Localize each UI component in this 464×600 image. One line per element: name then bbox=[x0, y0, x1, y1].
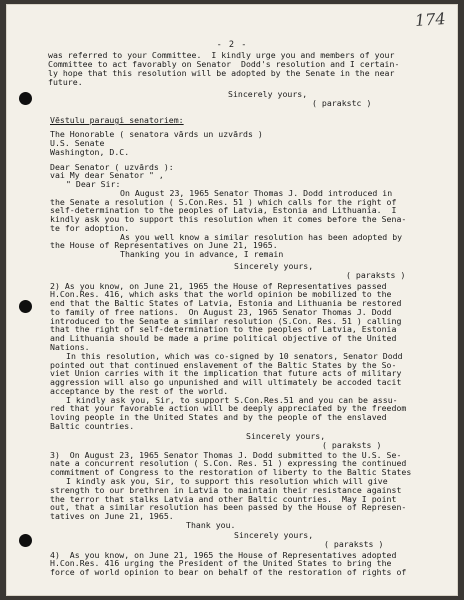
text-line: the House of Representatives on June 21, 1965. bbox=[50, 240, 278, 251]
folio-number: 174 bbox=[414, 8, 447, 31]
closing-line: Sincerely yours, bbox=[228, 88, 308, 99]
text-line: red that your favorable action will be deeply appreciated by the freedom bbox=[50, 403, 407, 414]
text-line: 4) As you know, on June 21, 1965 the House of Representatives adopted bbox=[50, 549, 397, 560]
text-line: to family of free nations. On August 23, 1965 Senator Thomas J. Dodd bbox=[50, 306, 392, 317]
text-line: Thank you. bbox=[186, 519, 236, 530]
text-line: the terror that stalks Latvia and other Baltic countries. May I point bbox=[50, 493, 397, 504]
text-line: Committee to act favorably on Senator Dodd's resolution and I certain- bbox=[48, 59, 400, 70]
text-line: strength to our brethren in Latvia to maintain their resistance against bbox=[50, 484, 402, 495]
text-line: future. bbox=[48, 76, 83, 87]
text-line: nate a concurrent resolution ( S.Con. Res. 51 ) expressing the continued bbox=[50, 458, 407, 469]
text-line: te for adoption. bbox=[50, 222, 130, 233]
text-line: acceptance by the rest of the world. bbox=[50, 385, 229, 396]
text-line: pointed out that continued enslavement of the Baltic States by the So- bbox=[50, 359, 397, 370]
text-line: was referred to your Committee. I kindly urge you and members of your bbox=[48, 50, 395, 61]
address-line: The Honorable ( senatora vārds un uzvārds ) bbox=[50, 129, 263, 140]
salutation-line: Dear Senator ( uzvārds ): bbox=[50, 161, 174, 172]
text-line: 3) On August 23, 1965 Senator Thomas J. Dodd submitted to the U.S. Se- bbox=[50, 449, 402, 460]
text-line: loving people in the United States and by the people of the enslaved bbox=[50, 412, 387, 423]
text-line: I kindly ask you, Sir, to support S.Con.Res.51 and you can be assu- bbox=[66, 394, 398, 405]
text-line: In this resolution, which was co-signed by 10 senators, Senator Dodd bbox=[66, 350, 403, 361]
signature-placeholder: ( paraksts ) bbox=[346, 270, 406, 281]
closing-line: Sincerely yours, bbox=[234, 530, 314, 541]
text-line: end that the Baltic States of Latvia, Estonia and Lithuania be restored bbox=[50, 298, 402, 309]
closing-line: Sincerely yours, bbox=[234, 261, 314, 272]
text-line: viet Union carries with it the implication that future acts of military bbox=[50, 368, 402, 379]
text-line: out, that a similar resolution has been passed by the House of Represen- bbox=[50, 502, 407, 513]
text-line: I kindly ask you, Sir, to support this resolution which will give bbox=[66, 476, 388, 486]
salutation-line: " Dear Sir: bbox=[66, 179, 121, 190]
punch-hole bbox=[19, 534, 32, 547]
text-line: tatives on June 21, 1965. bbox=[50, 511, 174, 522]
text-line: 2) As you know, on June 21, 1965 the House of Representatives passed bbox=[50, 280, 387, 291]
punch-hole bbox=[19, 92, 32, 105]
text-line: H.Con.Res. 416 urging the President of the United States to bring the bbox=[50, 558, 392, 569]
document-page bbox=[6, 4, 458, 596]
text-line: On August 23, 1965 Senator Thomas J. Dodd introduced in bbox=[120, 187, 393, 198]
signature-placeholder: ( paraksts ) bbox=[324, 539, 384, 550]
text-line: introduced to the Senate a similar resolution (S.Con. Res. 51 ) calling bbox=[50, 315, 402, 326]
text-line: aggression will also go unpunished and will ultimately be accoded tacit bbox=[50, 377, 402, 388]
address-line: U.S. Senate bbox=[50, 137, 105, 148]
address-line: Washington, D.C. bbox=[50, 146, 130, 157]
page-number: - 2 - bbox=[216, 40, 248, 50]
text-line: the Senate a resolution ( S.Con.Res. 51 ) which calls for the right of bbox=[50, 196, 397, 207]
text-line: self-determination to the peoples of Latvia, Estonia and Lithuania. I bbox=[50, 205, 397, 216]
punch-hole bbox=[19, 300, 32, 313]
text-line: As you well know a similar resolution has been adopted by bbox=[120, 231, 403, 242]
signature-placeholder: ( paraksts ) bbox=[322, 440, 382, 451]
text-line: force of world opinion to bear on behalf of the restoration of rights of bbox=[50, 567, 407, 578]
text-line: Thanking you in advance, I remain bbox=[120, 249, 284, 260]
text-line: ly hope that this resolution will be adopted by the Senate in the near bbox=[48, 67, 395, 78]
text-line: commitment of Congress to the restoration of liberty to the Baltic States bbox=[50, 467, 412, 478]
text-line: and Lithuania should be made a prime political objective of the United bbox=[50, 333, 397, 344]
text-line: kindly ask you to support this resolution when it comes before the Sena- bbox=[50, 214, 407, 225]
text-line: Nations. bbox=[50, 341, 90, 352]
text-line: that the right of self-determination to the peoples of Latvia, Estonia bbox=[50, 324, 397, 335]
text-line: H.Con.Res. 416, which asks that the world opinion be mobilized to the bbox=[50, 289, 392, 300]
signature-placeholder: ( parakstc ) bbox=[312, 97, 372, 108]
closing-line: Sincerely yours, bbox=[246, 431, 326, 442]
section-heading: Vēstulu paraugi senatoriem: bbox=[50, 115, 184, 126]
text-line: Baltic countries. bbox=[50, 420, 135, 431]
salutation-line: vai My dear Senator " , bbox=[50, 170, 164, 181]
